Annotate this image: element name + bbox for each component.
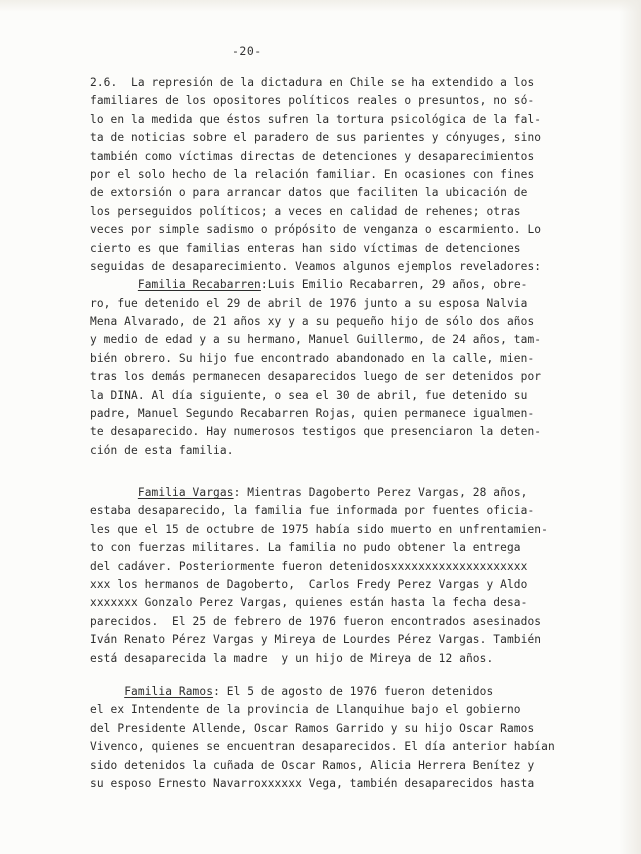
- text-line: del cadáver. Posteriormente fueron detenidosxxxxxxxxxxxxxxxxxxxx: [90, 559, 528, 573]
- text-line: los perseguidos políticos; a veces en calidad de rehenes; otras: [90, 204, 521, 218]
- page-edge-shadow: [619, 0, 641, 854]
- text-line: xxxxxxx Gonzalo Perez Vargas, quienes están hasta la fecha desa-: [90, 596, 528, 610]
- page-number: -20-: [232, 44, 262, 58]
- text-line: lo en la medida que éstos sufren la tortura psicológica de la fal-: [90, 112, 542, 126]
- text-line: Vivenco, quienes se encuentran desaparecidos. El día anterior habían: [90, 740, 555, 754]
- text-line: por el solo hecho de la relación familiar. En ocasiones con fines: [90, 167, 535, 181]
- text-line: del Presidente Allende, Oscar Ramos Garrido y su hijo Oscar Ramos: [90, 721, 535, 735]
- text-line: ción de esta familia.: [90, 443, 234, 457]
- text-line: tras los demás permanecen desaparecidos luego de ser detenidos por: [90, 370, 542, 384]
- family-heading: Familia Ramos: [124, 685, 214, 698]
- text-line: Familia Recabarren:Luis Emilio Recabarren, 29 años, obre-: [137, 278, 528, 292]
- text-line: Familia Ramos: El 5 de agosto de 1976 fueron detenidos: [124, 685, 494, 698]
- text-line: está desaparecida la madre y un hijo de Mireya de 12 años.: [90, 651, 494, 665]
- text-line: la DINA. Al día siguiente, o sea el 30 de abril, fue detenido su: [90, 388, 528, 402]
- text-line: seguidas de desaparecimiento. Veamos algunos ejemplos reveladores:: [90, 259, 542, 273]
- family-heading: Familia Recabarren: [137, 278, 261, 292]
- paragraph-familia-ramos: [90, 683, 610, 793]
- text-line: Iván Renato Pérez Vargas y Mireya de Lourdes Pérez Vargas. También: [90, 633, 542, 647]
- text-line: Mena Alvarado, de 21 años xy y a su pequeño hijo de sólo dos años: [90, 315, 535, 329]
- text-line: les que el 15 de octubre de 1975 había sido muerto en unfrentamien-: [90, 522, 548, 536]
- text-line: te desaparecido. Hay numerosos testigos que presenciaron la deten-: [90, 425, 542, 439]
- text-line: familiares de los opositores políticos reales o presuntos, no só-: [90, 94, 535, 108]
- text-line: el ex Intendente de la provincia de Llanquihue bajo el gobierno: [90, 703, 521, 717]
- text-line: padre, Manuel Segundo Recabarren Rojas, quien permanece igualmen-: [90, 407, 535, 421]
- text-line: de extorsión o para arrancar datos que faciliten la ubicación de: [90, 186, 528, 200]
- text-line: veces por simple sadismo o própósito de venganza o escarmiento. Lo: [90, 223, 542, 237]
- text-line: su esposo Ernesto Navarroxxxxxx Vega, también desaparecidos hasta: [90, 776, 535, 790]
- text-line: también como víctimas directas de detenciones y desaparecimientos: [90, 149, 535, 163]
- text-line: y medio de edad y a su hermano, Manuel Guillermo, de 24 años, tam-: [90, 333, 542, 347]
- paragraph-2-6: [90, 74, 610, 460]
- text-line: ta de noticias sobre el paradero de sus parientes y cónyuges, sino: [90, 131, 542, 145]
- text-line: Familia Vargas: Mientras Dagoberto Perez Vargas, 28 años,: [137, 486, 528, 499]
- text-line: xxx los hermanos de Dagoberto, Carlos Fredy Perez Vargas y Aldo: [90, 577, 528, 591]
- text-line: estaba desaparecido, la familia fue informada por fuentes oficia-: [90, 504, 535, 518]
- page-edge-shadow: [0, 0, 641, 12]
- family-heading: Familia Vargas: [137, 486, 234, 499]
- text-line: to con fuerzas militares. La familia no pudo obtener la entrega: [90, 541, 521, 555]
- text-line: cierto es que familias enteras han sido víctimas de detenciones: [90, 241, 521, 255]
- text-line: ro, fue detenido el 29 de abril de 1976 junto a su esposa Nalvia: [90, 296, 528, 310]
- text-line: 2.6. La represión de la dictadura en Chile se ha extendido a los: [90, 76, 535, 89]
- text-line: parecidos. El 25 de febrero de 1976 fueron encontrados asesinados: [90, 614, 542, 628]
- text-line: bién obrero. Su hijo fue encontrado abandonado en la calle, mien-: [90, 351, 535, 365]
- text-line: sido detenidos la cuñada de Oscar Ramos, Alicia Herrera Benítez y: [90, 758, 535, 772]
- paragraph-familia-vargas: [90, 484, 610, 668]
